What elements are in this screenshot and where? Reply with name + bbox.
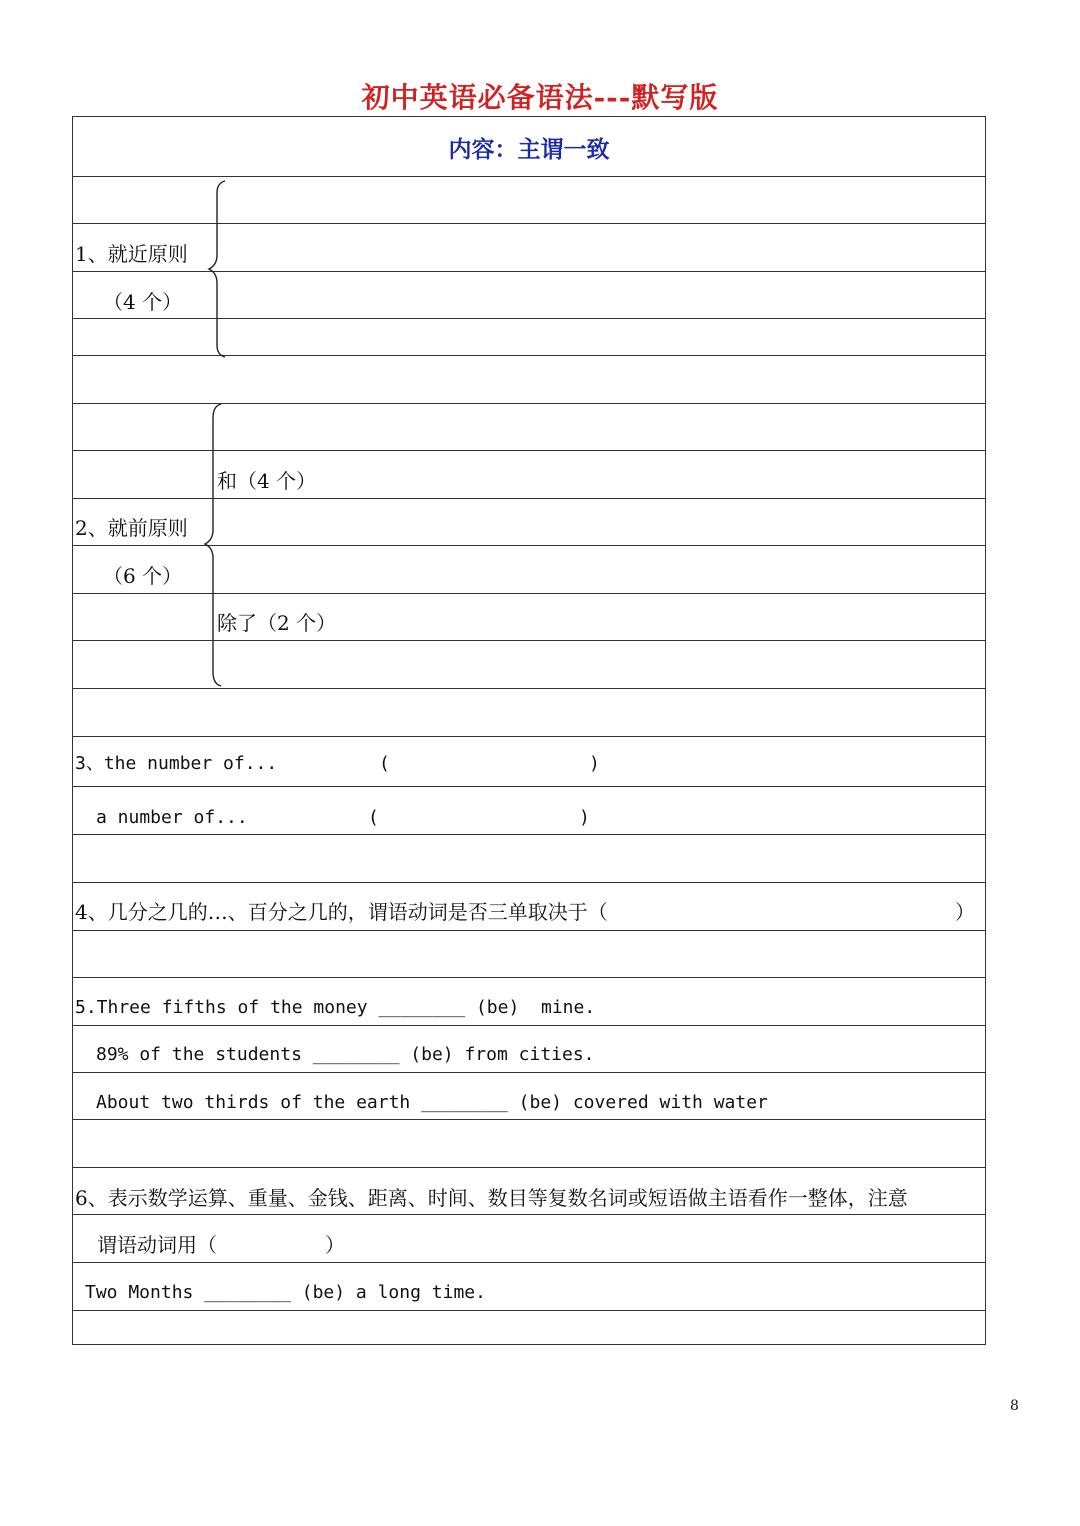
section1-count: （4 个） [103, 290, 183, 314]
row-divider [73, 1262, 985, 1263]
row-divider [73, 1214, 985, 1215]
exercise-line-thirds: About two thirds of the earth ________ (be) covered with water [96, 1092, 768, 1113]
row-divider [73, 1025, 985, 1026]
number-of-line: 3、the number of... [75, 753, 278, 774]
section2-label: 2、就前原则 [75, 516, 188, 540]
worksheet-table [72, 116, 986, 1345]
predicate-verb-line: 谓语动词用（ [97, 1233, 217, 1257]
row-divider [73, 1119, 985, 1120]
section1-brace [205, 179, 235, 359]
fraction-rule-line: 4、几分之几的…、百分之几的，谓语动词是否三单取决于（ [75, 900, 608, 924]
row-divider [73, 1310, 985, 1311]
a-number-of-close-paren: ) [579, 807, 590, 828]
number-of-close-paren: ) [589, 753, 600, 774]
row-divider [73, 834, 985, 835]
fraction-rule-close-paren: ） [955, 900, 975, 924]
section1-label: 1、就近原则 [75, 242, 188, 266]
row-divider [73, 736, 985, 737]
row-divider [73, 882, 985, 883]
document-title: 初中英语必备语法---默写版 [361, 81, 719, 114]
row-divider [73, 930, 985, 931]
plural-whole-rule-line: 6、表示数学运算、重量、金钱、距离、时间、数目等复数名词或短语做主语看作一整体，注意 [75, 1186, 908, 1210]
content-subtitle: 内容：主谓一致 [448, 136, 610, 163]
page-number: 8 [1010, 1398, 1019, 1414]
exercise-line-percent: 89% of the students ________ (be) from cities. [96, 1044, 595, 1065]
a-number-of-open-paren: ( [368, 807, 379, 828]
exercise-line-months: Two Months ________ (be) a long time. [85, 1282, 486, 1303]
section2-count: （6 个） [103, 564, 183, 588]
section2-he-label: 和（4 个） [217, 469, 317, 493]
row-divider [73, 1167, 985, 1168]
row-divider [73, 176, 985, 177]
predicate-verb-close-paren: ） [325, 1233, 345, 1257]
section2-brace [203, 402, 233, 688]
row-divider [73, 977, 985, 978]
number-of-open-paren: ( [379, 753, 390, 774]
section2-chule-label: 除了（2 个） [217, 611, 337, 635]
row-divider [73, 688, 985, 689]
row-divider [73, 786, 985, 787]
a-number-of-line: a number of... [96, 807, 248, 828]
exercise-line-fifths: 5.Three fifths of the money ________ (be) mine. [75, 997, 596, 1018]
row-divider [73, 1072, 985, 1073]
